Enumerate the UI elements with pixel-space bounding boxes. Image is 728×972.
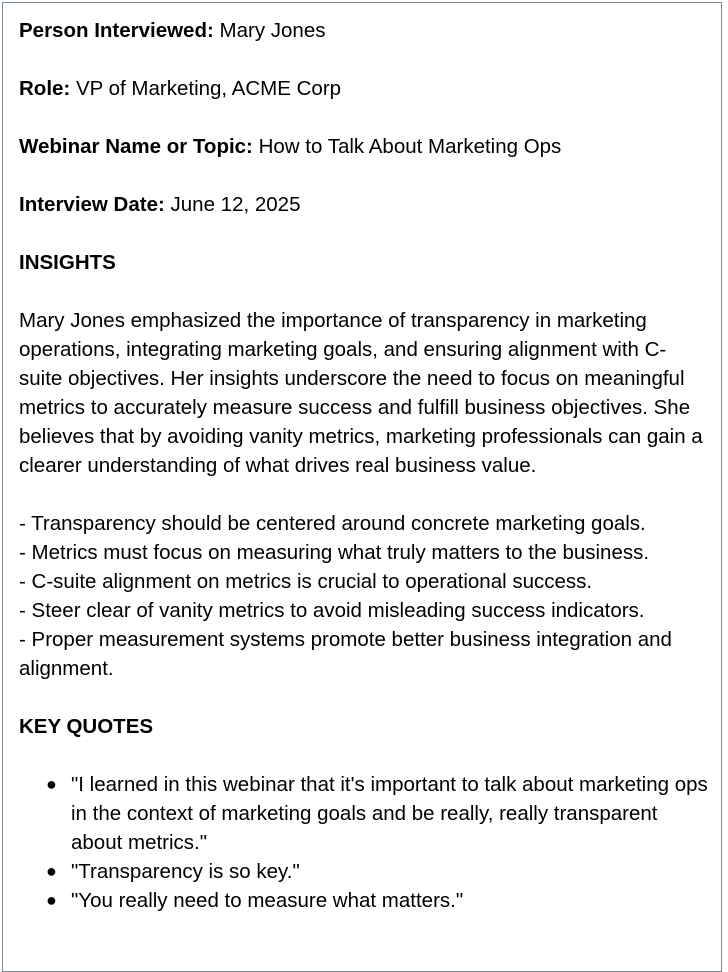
insight-point: - Transparency should be centered around concrete marketing goals. [19,512,646,535]
field-role [19,74,709,103]
quote-item [46,770,709,857]
quote-item [46,886,709,915]
field-label: Person Interviewed: [19,19,214,42]
field-label: Interview Date: [19,193,165,216]
field-webinar-topic [19,132,709,161]
bullet-icon: ● [46,861,57,881]
insights-heading: INSIGHTS [19,251,116,274]
quote-text: "Transparency is so key." [71,860,300,883]
field-person-interviewed [19,16,709,45]
bullet-icon: ● [46,890,57,910]
field-label: Webinar Name or Topic: [19,135,253,158]
quote-text: "You really need to measure what matters." [71,889,464,912]
field-value: June 12, 2025 [170,193,301,216]
field-interview-date [19,190,709,219]
field-value: VP of Marketing, ACME Corp [75,77,342,100]
key-quotes-list [19,770,709,915]
insights-summary: Mary Jones emphasized the importance of transparency in marketing operations, integrating marketing goals, and ensuring alignment with C-suite objectives. Her insights underscore the need to focus on meaningful metrics to accurately measure success and fulfill business objectives. She believes that by avoiding vanity metrics, marketing professionals can gain a clearer understanding of what drives real business value. [19,309,703,477]
insights-points [19,509,709,683]
quote-text: "I learned in this webinar that it's important to talk about marketing ops in the context of marketing goals and be really, really transparent about metrics." [71,773,708,854]
insight-point: - Metrics must focus on measuring what truly matters to the business. [19,541,650,564]
insight-point: - Steer clear of vanity metrics to avoid misleading success indicators. [19,599,645,622]
field-value: How to Talk About Marketing Ops [258,135,562,158]
quote-item [46,857,709,886]
bullet-icon: ● [46,774,57,794]
insight-point: - C-suite alignment on metrics is crucial to operational success. [19,570,593,593]
key-quotes-heading: KEY QUOTES [19,715,154,738]
field-value: Mary Jones [219,19,326,42]
field-label: Role: [19,77,71,100]
insight-point: - Proper measurement systems promote better business integration and alignment. [19,628,672,680]
interview-document [19,16,709,915]
